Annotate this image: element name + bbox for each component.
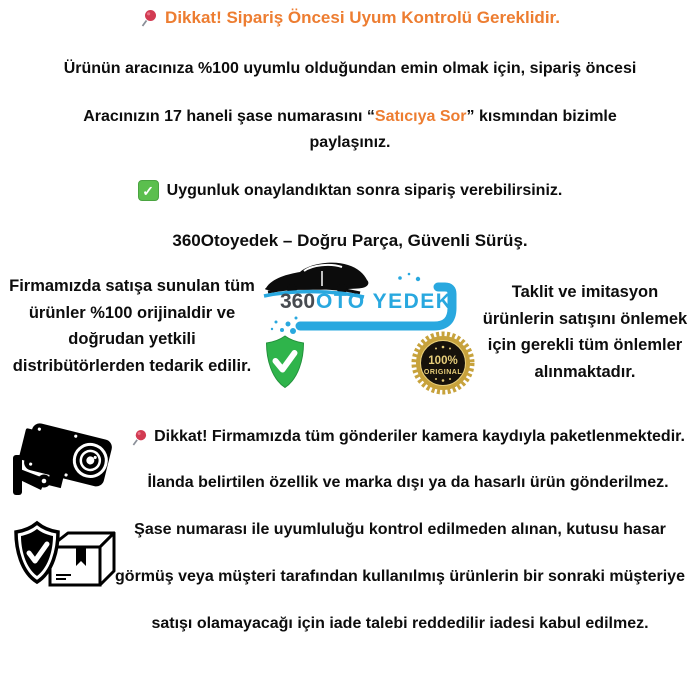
badge-line-1: 100% <box>428 355 458 367</box>
check-glyph: ✓ <box>142 182 155 199</box>
green-shield-check-icon <box>263 334 307 390</box>
anti-counterfeit-line: Taklit ve imitasyon <box>511 283 659 301</box>
logo-name: OTO YEDEK <box>316 290 453 313</box>
100-percent-original-badge <box>411 331 475 395</box>
green-checkbox-icon <box>138 180 159 201</box>
returns-line-3: satışı olamayacağı için iade talebi reddedilir iadesi kabul edilmez. <box>151 615 649 632</box>
intro-line-2-prefix: Aracınızın 17 haneli şase numarasını “ <box>83 108 375 125</box>
originality-line: doğrudan yetkili <box>68 330 196 348</box>
header-title-row <box>0 8 700 28</box>
intro-line-3: paylaşınız. <box>309 134 391 151</box>
confirm-text: Uygunluk onaylandıktan sonra sipariş verebilirsiniz. <box>166 181 563 199</box>
returns-line-2: görmüş veya müşteri tarafından kullanılmış ürünlerin bir sonraki müşteriye <box>115 568 685 585</box>
confirm-line <box>0 180 700 201</box>
brand-slogan: 360Otoyedek – Doğru Parça, Güvenli Sürüş. <box>172 231 528 250</box>
returns-line-1: Şase numarası ile uyumluluğu kontrol edilmeden alınan, kutusu hasar <box>134 521 666 538</box>
ask-seller-highlight: Satıcıya Sor <box>374 108 467 125</box>
pushpin-icon <box>140 9 158 27</box>
intro-line-2-suffix: ” kısmından bizimle <box>466 108 617 125</box>
anti-counterfeit-line: ürünlerin satışını önlemek <box>482 309 688 328</box>
anti-counterfeit-line: için gerekli tüm önlemler <box>487 336 683 354</box>
anti-counterfeit-text <box>468 279 700 385</box>
cctv-camera-icon <box>10 417 118 511</box>
originality-text <box>2 273 262 379</box>
originality-line: Firmamızda satışa sunulan tüm <box>9 277 255 295</box>
camera-notice-text: Dikkat! Firmamızda tüm gönderiler kamera kaydıyla paketlenmektedir. <box>154 428 685 445</box>
intro-line-2 <box>0 108 700 126</box>
logo-number: 360 <box>280 290 316 313</box>
camera-notice-line-1 <box>116 428 700 446</box>
anti-counterfeit-line: alınmaktadır. <box>534 362 636 381</box>
badge-line-2: ORIGINAL <box>423 369 463 376</box>
camera-notice-line-2: İlanda belirtilen özellik ve marka dışı ya da hasarlı ürün gönderilmez. <box>147 474 669 491</box>
pushpin-icon <box>131 429 148 446</box>
intro-line-1: Ürünün aracınıza %100 uyumlu olduğundan emin olmak için, sipariş öncesi <box>63 60 637 77</box>
page-title: Dikkat! Sipariş Öncesi Uyum Kontrolü Gereklidir. <box>165 8 560 27</box>
originality-line: distribütörlerden tedarik edilir. <box>12 356 252 375</box>
originality-line: ürünler %100 orijinaldir ve <box>28 303 236 322</box>
